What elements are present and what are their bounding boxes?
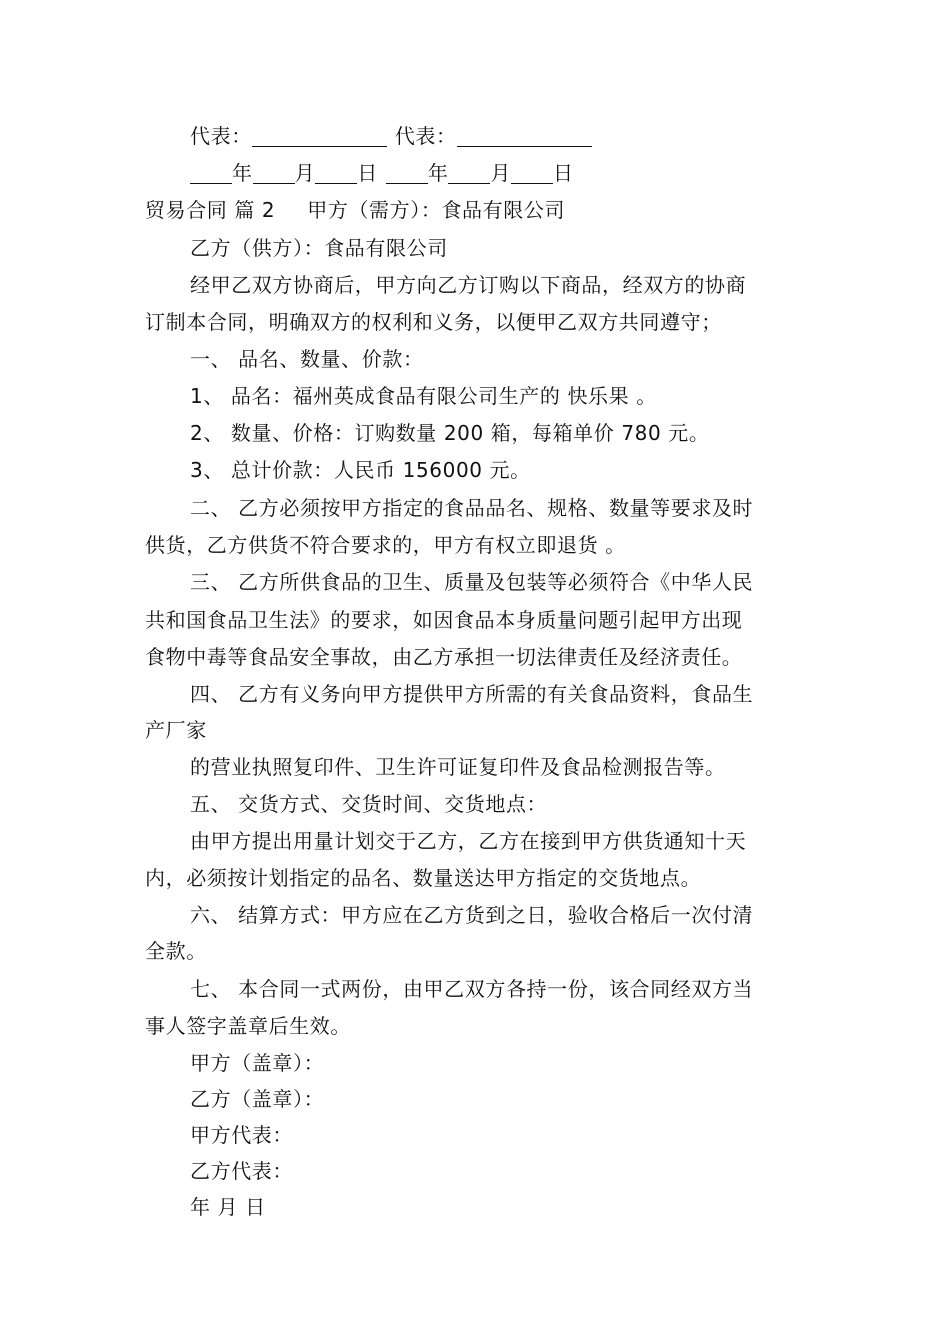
paragraph-line: 的营业执照复印件、卫生许可证复印件及食品检测报告等。 [190,755,726,779]
year-blank-2 [386,161,428,184]
representative-line [190,118,815,154]
day-label: 日 [357,161,378,185]
day-label-2: 日 [553,161,574,185]
section-heading: 五、 交货方式、交货时间、交货地点： [190,792,548,816]
date-line [190,155,815,191]
list-item: 2、 数量、价格：订购数量 200 箱，每箱单价 780 元。 [190,421,710,445]
paragraph-line: 四、 乙方有义务向甲方提供甲方所需的有关食品资料，食品生 [190,682,754,706]
month-label: 月 [294,161,316,185]
paragraph-line: 产厂家 [145,718,207,742]
rep-blank-a [252,124,387,147]
paragraph-line: 二、 乙方必须按甲方指定的食品品名、规格、数量等要求及时 [190,496,754,520]
section-heading: 一、 品名、数量、价款： [190,347,424,371]
contract-title-line [145,192,815,228]
party-a-representative: 甲方代表： [190,1123,293,1147]
year-label: 年 [232,161,253,185]
rep-blank-b [457,124,592,147]
month-blank [253,161,295,184]
paragraph-line: 食物中毒等食品安全事故，由乙方承担一切法律责任及经济责任。 [145,645,743,669]
rep-label-b: 代表： [394,124,457,148]
signing-date: 年 月 日 [190,1195,266,1219]
month-label-2: 月 [490,161,512,185]
rep-label-a: 代表： [190,124,252,148]
contract-title: 贸易合同 篇 2 [145,198,276,222]
paragraph-line: 内，必须按计划指定的品名、数量送达甲方指定的交货地点。 [145,866,702,890]
party-b-seal: 乙方（盖章）： [190,1087,325,1111]
month-blank-2 [448,161,490,184]
paragraph-line: 事人签字盖章后生效。 [145,1014,351,1038]
year-label-2: 年 [427,161,449,185]
party-b-info: 乙方（供方）：食品有限公司 [190,236,448,260]
paragraph-line: 七、 本合同一式两份，由甲乙双方各持一份，该合同经双方当 [190,977,754,1001]
paragraph-line: 供货，乙方供货不符合要求的，甲方有权立即退货 。 [145,533,626,557]
list-item: 1、 品名：福州英成食品有限公司生产的 快乐果 。 [190,384,657,408]
paragraph-line: 共和国食品卫生法》的要求，如因食品本身质量问题引起甲方出现 [145,608,743,632]
paragraph-line: 由甲方提出用量计划交于乙方，乙方在接到甲方供货通知十天 [190,829,747,853]
party-a-info: 甲方（需方）：食品有限公司 [307,198,566,222]
list-item: 3、 总计价款：人民币 156000 元。 [190,458,531,482]
day-blank-2 [511,161,553,184]
paragraph-line: 六、 结算方式：甲方应在乙方货到之日，验收合格后一次付清 [190,903,754,927]
day-blank [315,161,357,184]
paragraph-line: 三、 乙方所供食品的卫生、质量及包装等必须符合《中华人民 [190,570,754,594]
year-blank [190,161,232,184]
paragraph-line: 订制本合同，明确双方的权利和义务，以便甲乙双方共同遵守； [145,310,722,334]
party-a-seal: 甲方（盖章）： [190,1051,325,1075]
party-b-representative: 乙方代表： [190,1159,293,1183]
paragraph-line: 经甲乙双方协商后，甲方向乙方订购以下商品，经双方的协商 [190,273,747,297]
paragraph-line: 全款。 [145,939,207,963]
